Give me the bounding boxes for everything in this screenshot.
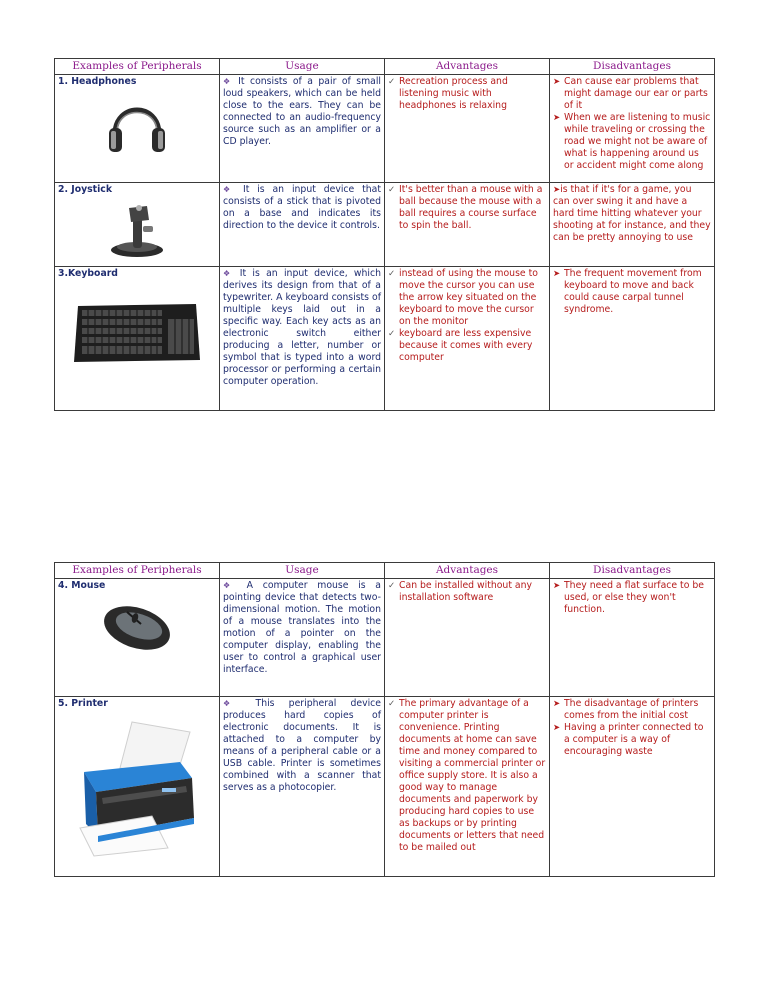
usage-cell bbox=[220, 267, 385, 411]
headphones-icon bbox=[105, 94, 169, 156]
advantage-item: ✓ It's better than a mouse with a ball because the mouse with a ball requires a course surface to spin the ball. bbox=[388, 184, 543, 231]
disadvantages-cell bbox=[550, 183, 715, 267]
header-usage: Usage bbox=[220, 59, 385, 75]
keyboard-icon bbox=[72, 300, 202, 366]
arrow-icon: ➤ bbox=[553, 77, 561, 87]
usage-text: It consists of a pair of small loud speakers, which can be held close to the ears. They can be connected to an audio-frequency source such as an amplifier or a CD player. bbox=[223, 76, 381, 147]
disadvantage-item: ➤ Having a printer connected to a computer is a way of encouraging waste bbox=[553, 722, 704, 757]
disadvantage-item: ➤ The frequent movement from keyboard to move and back could cause carpal tunnel syndrome. bbox=[553, 268, 702, 315]
advantage-item: ✓ The primary advantage of a computer printer is convenience. Printing documents at home can save time and money compared to visiting a commercial printer or office supply store. It is also a good way to manage documents and paperwork by producing hard copies to use as backups or by printing documents or letters that need to be mailed out bbox=[388, 698, 546, 853]
mouse-icon bbox=[97, 598, 177, 654]
advantages-cell bbox=[385, 183, 550, 267]
peripheral-cell bbox=[55, 579, 220, 697]
usage-cell bbox=[220, 579, 385, 697]
check-icon: ✓ bbox=[388, 581, 396, 591]
header-disadvantages: Disadvantages bbox=[550, 563, 715, 579]
joystick-icon bbox=[105, 202, 169, 260]
advantage-item: ✓ Can be installed without any installation software bbox=[388, 580, 533, 603]
bullet-icon: ❖ bbox=[223, 269, 234, 278]
peripheral-cell bbox=[55, 183, 220, 267]
check-icon: ✓ bbox=[388, 269, 396, 279]
arrow-icon: ➤ bbox=[553, 113, 561, 123]
usage-cell bbox=[220, 75, 385, 183]
usage-text: It is an input device, which derives its design from that of a typewriter. A keyboard consists of multiple keys laid out in a specific way. Each key acts as an electronic switch either producing a letter, number or symbol that is typed into a word processor or performing a certain computer operation. bbox=[223, 268, 381, 387]
disadvantages-cell bbox=[550, 697, 715, 877]
check-icon: ✓ bbox=[388, 185, 396, 195]
advantage-item: ✓ Recreation process and listening music with headphones is relaxing bbox=[388, 76, 508, 111]
advantages-cell bbox=[385, 579, 550, 697]
advantages-cell bbox=[385, 697, 550, 877]
peripheral-name: 4. Mouse bbox=[58, 580, 106, 591]
advantages-cell bbox=[385, 75, 550, 183]
check-icon: ✓ bbox=[388, 77, 396, 87]
bullet-icon: ❖ bbox=[223, 699, 242, 708]
check-icon: ✓ bbox=[388, 329, 396, 339]
check-icon: ✓ bbox=[388, 699, 396, 709]
header-examples: Examples of Peripherals bbox=[55, 59, 220, 75]
usage-cell bbox=[220, 697, 385, 877]
arrow-icon: ➤ bbox=[553, 185, 561, 195]
disadvantages-cell bbox=[550, 267, 715, 411]
disadvantages-cell bbox=[550, 75, 715, 183]
peripheral-name: 1. Headphones bbox=[58, 76, 137, 87]
arrow-icon: ➤ bbox=[553, 269, 561, 279]
table-row bbox=[55, 579, 715, 697]
printer-icon bbox=[72, 718, 202, 858]
table-row bbox=[55, 183, 715, 267]
table-row bbox=[55, 75, 715, 183]
table-header-row bbox=[55, 59, 715, 75]
peripheral-cell bbox=[55, 697, 220, 877]
peripheral-cell bbox=[55, 75, 220, 183]
arrow-icon: ➤ bbox=[553, 723, 561, 733]
disadvantages-cell bbox=[550, 579, 715, 697]
header-examples: Examples of Peripherals bbox=[55, 563, 220, 579]
header-usage: Usage bbox=[220, 563, 385, 579]
usage-text: A computer mouse is a pointing device that detects two-dimensional motion. The motion of a mouse translates into the motion of a pointer on the computer display, enabling the user to control a graphical user interface. bbox=[223, 580, 382, 675]
disadvantage-item: ➤ When we are listening to music while traveling or crossing the road we might not be aware of what is happening around us or accident might come along bbox=[553, 112, 711, 171]
usage-cell bbox=[220, 183, 385, 267]
bullet-icon: ❖ bbox=[223, 77, 233, 86]
advantage-item: ✓ keyboard are less expensive because it comes with every computer bbox=[388, 328, 533, 363]
peripheral-name: 5. Printer bbox=[58, 698, 108, 709]
peripheral-name: 3.Keyboard bbox=[58, 268, 118, 279]
header-advantages: Advantages bbox=[385, 563, 550, 579]
disadvantage-item: ➤ The disadvantage of printers comes from the initial cost bbox=[553, 698, 699, 721]
table-header-row bbox=[55, 563, 715, 579]
usage-text: This peripheral device produces hard copies of electronic documents. It is attached to a computer by means of a peripheral cable or a USB cable. Printer is sometimes combined with a scanner that serves as a photocopier. bbox=[223, 698, 382, 793]
bullet-icon: ❖ bbox=[223, 185, 236, 194]
arrow-icon: ➤ bbox=[553, 581, 561, 591]
usage-text: It is an input device that consists of a stick that is pivoted on a base and indicates its direction to the device it controls. bbox=[223, 184, 381, 231]
disadvantage-item: ➤is that if it's for a game, you can over swing it and have a hard time hitting whatever your shooting at for instance, and they can be pretty annoying to use bbox=[553, 184, 711, 243]
arrow-icon: ➤ bbox=[553, 699, 561, 709]
peripheral-name: 2. Joystick bbox=[58, 184, 113, 195]
advantages-cell bbox=[385, 267, 550, 411]
peripheral-cell bbox=[55, 267, 220, 411]
peripherals-table-2 bbox=[54, 562, 715, 877]
header-advantages: Advantages bbox=[385, 59, 550, 75]
table-row bbox=[55, 697, 715, 877]
peripherals-table-1 bbox=[54, 58, 715, 411]
disadvantage-item: ➤ They need a flat surface to be used, or else they won't function. bbox=[553, 580, 704, 615]
disadvantage-item: ➤ Can cause ear problems that might damage our ear or parts of it bbox=[553, 76, 708, 111]
advantage-item: ✓ instead of using the mouse to move the cursor you can use the arrow key situated on the keyboard to move the cursor on the monitor bbox=[388, 268, 538, 327]
header-disadvantages: Disadvantages bbox=[550, 59, 715, 75]
table-row bbox=[55, 267, 715, 411]
bullet-icon: ❖ bbox=[223, 581, 237, 590]
